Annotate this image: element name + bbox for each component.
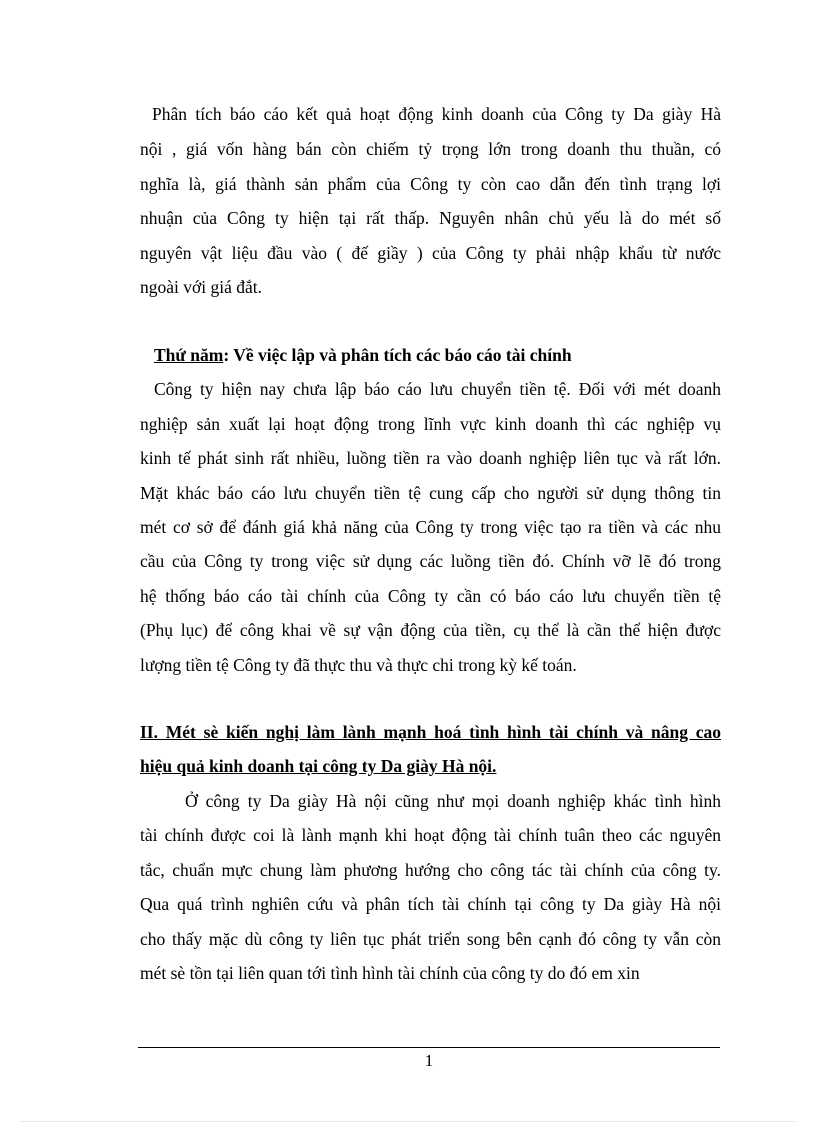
section-heading-thu-nam — [154, 345, 572, 365]
text-line: mét cơ sở để đánh giá khả năng của Công ty trong việc tạo ra tiền và các nhu — [140, 517, 721, 537]
heading-line: II. Mét sè kiến nghị làm lành mạnh hoá tình hình tài chính và nâng cao — [140, 722, 721, 742]
text-line: nghĩa là, giá thành sản phẩm của Công ty còn cao dẫn đến tình trạng lợi — [140, 174, 721, 194]
text-line: mét sè tồn tại liên quan tới tình hình tài chính của công ty do đó em xin — [140, 963, 640, 983]
text-line: nhuận của Công ty hiện tại rất thấp. Nguyên nhân chủ yếu là do mét số — [140, 208, 721, 228]
text-line: nội , giá vốn hàng bán còn chiếm tỷ trọng lớn trong doanh thu thuần, có — [140, 139, 721, 159]
text-line: tài chính được coi là lành mạnh khi hoạt động tài chính tuân theo các nguyên — [140, 825, 721, 845]
text-line: cầu của Công ty trong việc sử dụng các luồng tiền đó. Chính vỡ lẽ đó trong — [140, 551, 721, 571]
text-line: cho thấy mặc dù công ty liên tục phát triển song bên cạnh đó công ty vẫn còn — [140, 929, 721, 949]
heading-line: hiệu quả kinh doanh tại công ty Da giày Hà nội. — [140, 756, 497, 776]
text-line: Mặt khác báo cáo lưu chuyển tiền tệ cung cấp cho người sử dụng thông tin — [140, 483, 721, 503]
text-line: ngoài với giá đắt. — [140, 277, 263, 297]
text-line: (Phụ lục) để công khai về sự vận động của tiền, cụ thể là cần thể hiện được — [140, 620, 721, 640]
page-edge-divider — [20, 1121, 796, 1122]
text-line: kinh tế phát sinh rất nhiều, luồng tiền ra vào doanh nghiệp liên tục và rất lớn. — [140, 448, 721, 468]
text-line: Qua quá trình nghiên cứu và phân tích tài chính tại công ty Da giày Hà nội — [140, 894, 721, 914]
text-line: hệ thống báo cáo tài chính của Công ty cần có báo cáo lưu chuyển tiền tệ — [140, 586, 721, 606]
text-line: Phân tích báo cáo kết quả hoạt động kinh doanh của Công ty Da giày Hà — [152, 104, 721, 124]
section-label: Thứ năm — [154, 345, 224, 365]
page-number: 1 — [424, 1051, 434, 1070]
text-line: tắc, chuẩn mực chung làm phương hướng cho công tác tài chính của công ty. — [140, 860, 721, 880]
text-line: nghiệp sản xuất lại hoạt động trong lĩnh vực kinh doanh thì các nghiệp vụ — [140, 414, 721, 434]
footer-rule — [138, 1047, 720, 1048]
text-line: Ở công ty Da giày Hà nội cũng như mọi doanh nghiệp khác tình hình — [185, 791, 721, 811]
text-line: lượng tiền tệ Công ty đã thực thu và thực chi trong kỳ kế toán. — [140, 655, 577, 675]
text-line: Công ty hiện nay chưa lập báo cáo lưu chuyển tiền tệ. Đối với mét doanh — [154, 379, 721, 399]
section-title: : Về việc lập và phân tích các báo cáo tài chính — [223, 345, 572, 365]
text-line: nguyên vật liệu đầu vào ( đế giầy ) của Công ty phải nhập khẩu từ nước — [140, 243, 721, 263]
